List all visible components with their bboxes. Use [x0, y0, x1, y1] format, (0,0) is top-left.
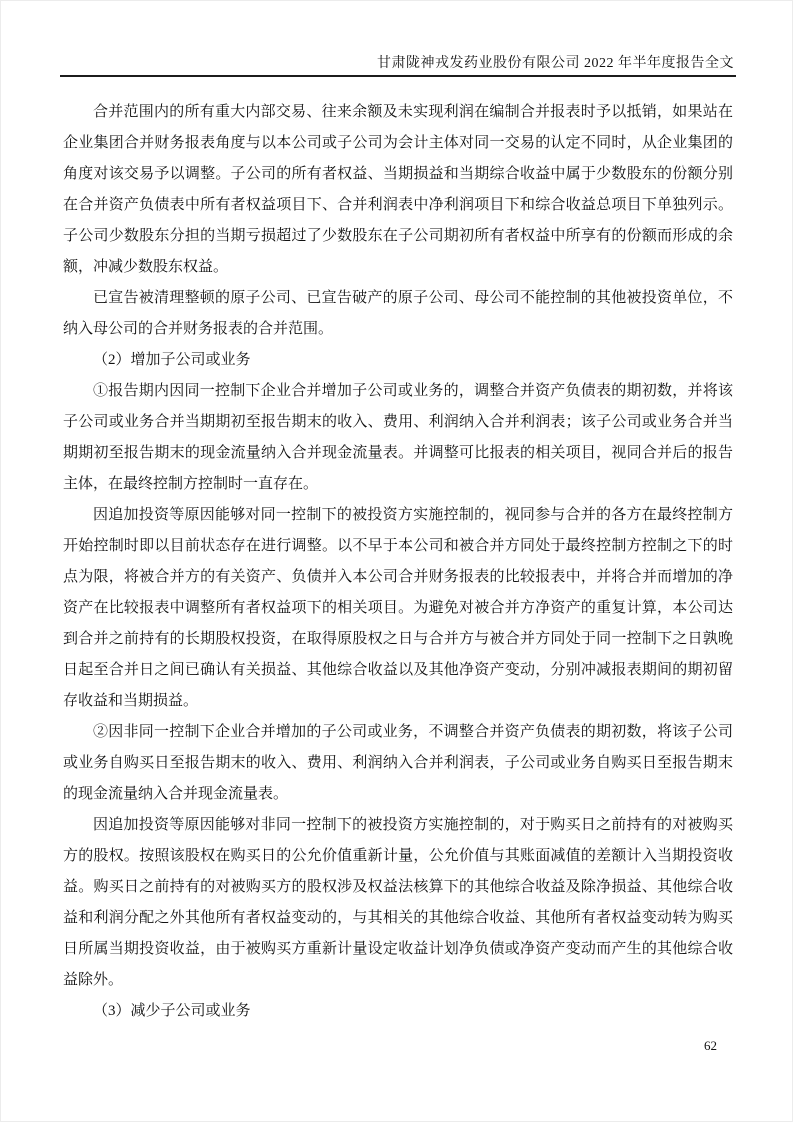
paragraph-excluded-subsidiaries: 已宣告被清理整顿的原子公司、已宣告破产的原子公司、母公司不能控制的其他被投资单位，不纳入母公司的合并财务报表的合并范围。: [63, 290, 733, 337]
report-header-title: 甘肃陇神戎发药业股份有限公司 2022 年半年度报告全文: [377, 56, 734, 71]
paragraph-non-same-control-merger: ②因非同一控制下企业合并增加的子公司或业务，不调整合并资产负债表的期初数，将该子公司或业务自购买日至报告期末的收入、费用、利润纳入合并利润表，子公司或业务自购买日至报告期末的现金流量纳入合并现金流量表。: [63, 724, 733, 802]
document-body: [63, 97, 733, 1027]
paragraph-consolidation-scope: 合并范围内的所有重大内部交易、往来余额及未实现利润在编制合并报表时予以抵销，如果站在企业集团合并财务报表角度与以本公司或子公司为会计主体对同一交易的认定不同时，从企业集团的角度对该交易予以调整。子公司的所有者权益、当期损益和当期综合收益中属于少数股东的份额分别在合并资产负债表中所有者权益项目下、合并利润表中净利润项目下和综合收益总项目下单独列示。子公司少数股东分担的当期亏损超过了少数股东在子公司期初所有者权益中所享有的份额而形成的余额，冲减少数股东权益。: [63, 104, 733, 275]
paragraph-additional-investment-same-control: 因追加投资等原因能够对同一控制下的被投资方实施控制的，视同参与合并的各方在最终控制方开始控制时即以目前状态存在进行调整。以不早于本公司和被合并方同处于最终控制方控制之下的时点为限，将被合并方的有关资产、负债并入本公司合并财务报表的比较报表中，并将合并而增加的净资产在比较报表中调整所有者权益项下的相关项目。为避免对被合并方净资产的重复计算，本公司达到合并之前持有的长期股权投资，在取得原股权之日与合并方与被合并方同处于同一控制下之日孰晚日起至合并日之间已确认有关损益、其他综合收益以及其他净资产变动，分别冲减报表期间的期初留存收益和当期损益。: [63, 507, 733, 709]
paragraph-additional-investment-non-same-control: 因追加投资等原因能够对非同一控制下的被投资方实施控制的，对于购买日之前持有的对被购买方的股权。按照该股权在购买日的公允价值重新计量，公允价值与其账面减值的差额计入当期投资收益。购买日之前持有的对被购买方的股权涉及权益法核算下的其他综合收益及除净损益、其他综合收益和利润分配之外其他所有者权益变动的，与其相关的其他综合收益、其他所有者权益变动转为购买日所属当期投资收益，由于被购买方重新计量设定收益计划净负债或净资产变动而产生的其他综合收益除外。: [63, 817, 733, 988]
paragraph-same-control-merger: ①报告期内因同一控制下企业合并增加子公司或业务的，调整合并资产负债表的期初数，并将该子公司或业务合并当期期初至报告期末的收入、费用、利润纳入合并利润表；该子公司或业务合并当期期初至报告期末的现金流量纳入合并现金流量表。并调整可比报表的相关项目，视同合并后的报告主体，在最终控制方控制时一直存在。: [63, 383, 733, 492]
heading-add-subsidiary: （2）增加子公司或业务: [93, 352, 251, 368]
page-number: 62: [704, 1038, 717, 1053]
header-divider: [60, 75, 736, 77]
heading-reduce-subsidiary: （3）减少子公司或业务: [93, 1003, 251, 1019]
